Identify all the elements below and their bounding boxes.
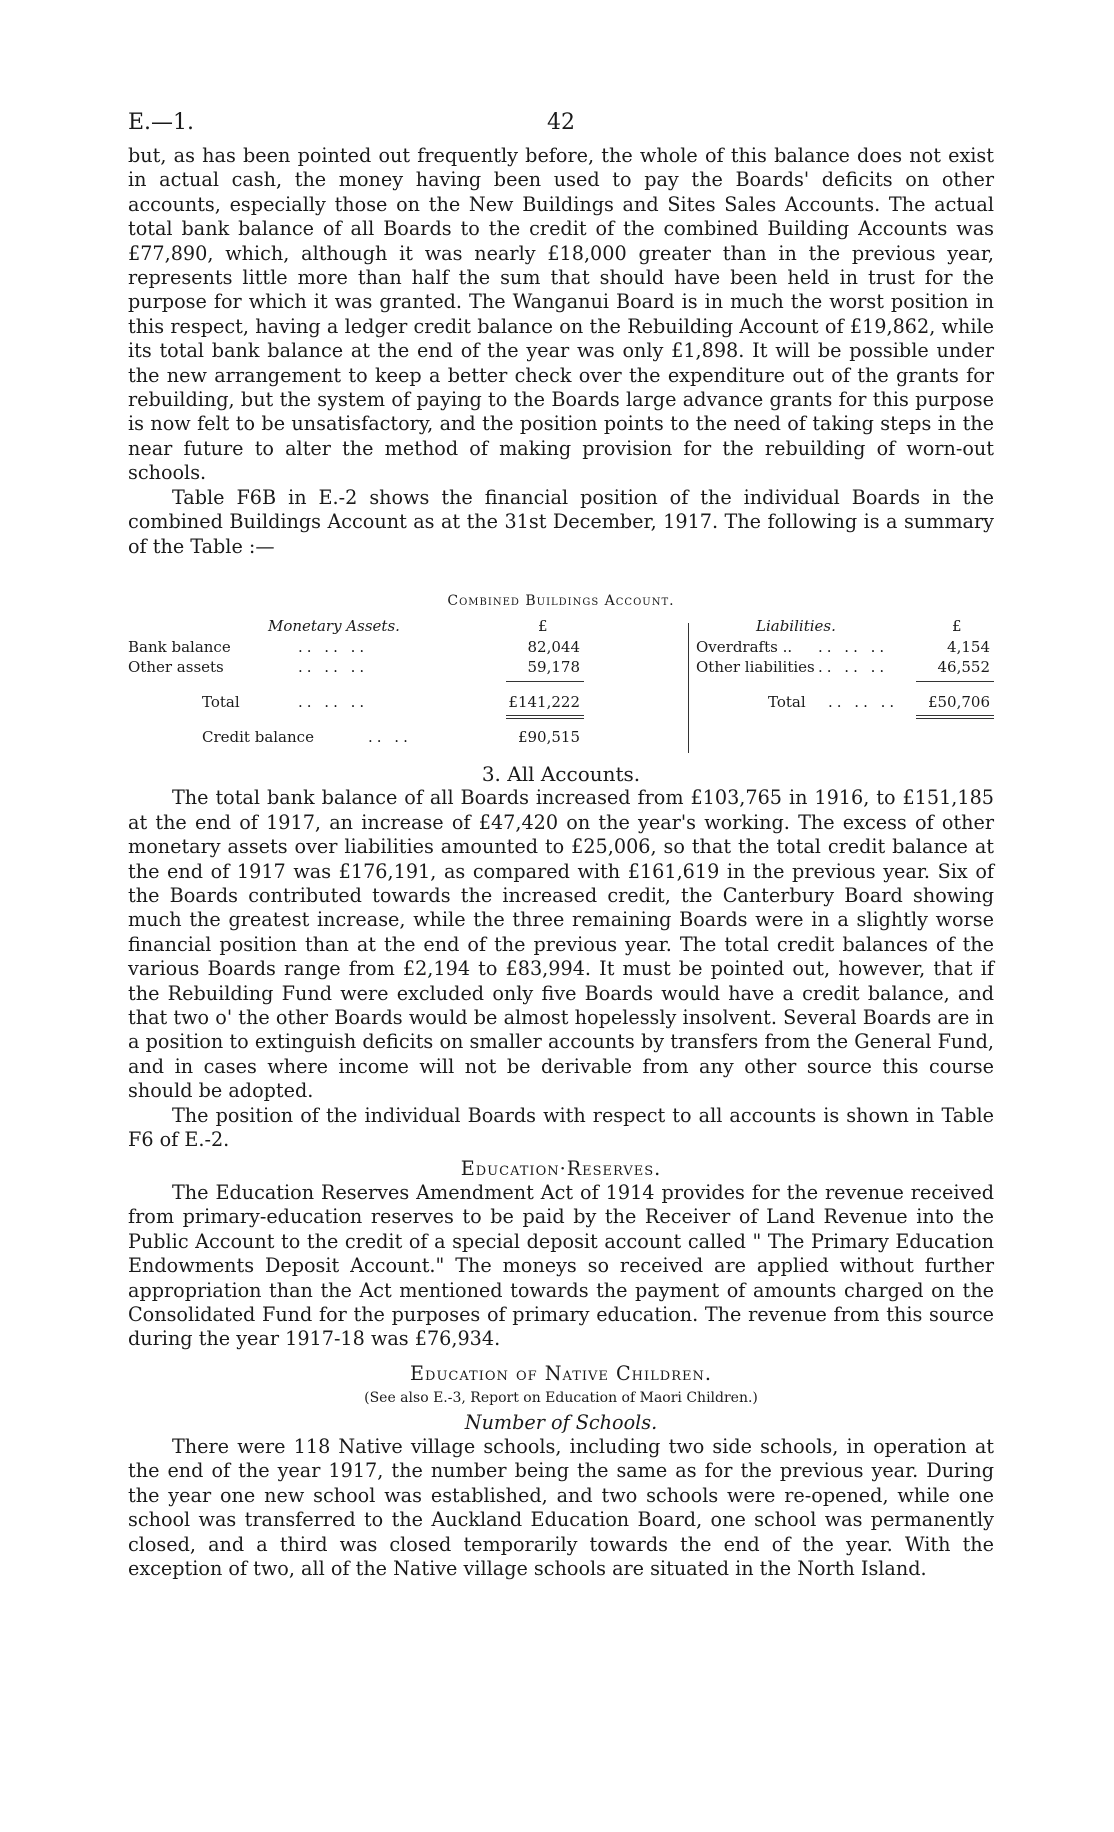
leader-dots: .. .. ..	[818, 658, 889, 676]
combined-buildings-table	[128, 593, 994, 753]
document-code: E.—1.	[128, 110, 195, 135]
left-row-value: 82,044	[527, 638, 580, 656]
all-accounts-section	[128, 762, 994, 1581]
left-sum-rule	[506, 681, 584, 682]
left-total-value: £141,222	[508, 693, 580, 711]
section-heading-native-children: Education of Native Children.	[410, 1361, 712, 1385]
paragraph-native-schools: There were 118 Native village schools, including two side schools, in operation at the end of the year 1917, the number being the same as for the previous year. During the year one new school was established, and two schools were re-opened, while one school was transferred to the Auckland Education Board, one school was permanently closed, and a third was closed temporarily towards the end of the year. With the exception of two, all of the Native village schools are situated in the North Island.	[128, 1434, 994, 1580]
right-heading: Liabilities.	[756, 617, 836, 635]
left-row-label: Other assets	[128, 658, 224, 676]
credit-balance-value: £90,515	[517, 728, 580, 746]
right-row-label: Overdrafts ..	[696, 638, 793, 656]
page-number: 42	[547, 110, 575, 135]
right-total-rule	[916, 715, 994, 716]
right-row-value: 4,154	[947, 638, 990, 656]
leader-dots: .. .. ..	[298, 638, 369, 656]
right-total-rule	[916, 718, 994, 719]
intro-paragraphs	[128, 144, 994, 559]
left-total-label: Total	[202, 693, 240, 711]
section-heading-number-of-schools: Number of Schools.	[464, 1410, 658, 1434]
right-sum-rule	[916, 681, 994, 682]
credit-balance-label: Credit balance	[202, 728, 314, 746]
left-total-rule	[506, 718, 584, 719]
right-row-value: 46,552	[937, 658, 990, 676]
leader-dots: .. .. ..	[818, 638, 889, 656]
paragraph-table-f6: The position of the individual Boards with respect to all accounts is shown in Table F6 of E.-2.	[128, 1103, 994, 1152]
left-heading: Monetary Assets.	[268, 617, 400, 635]
left-total-rule	[506, 715, 584, 716]
left-currency: £	[538, 617, 548, 635]
native-subnote: (See also E.-3, Report on Education of Maori Children.)	[364, 1390, 758, 1407]
left-row-value: 59,178	[527, 658, 580, 676]
right-row-label: Other liabilities	[696, 658, 815, 676]
right-currency: £	[952, 617, 962, 635]
paragraph-reserves: The Education Reserves Amendment Act of 1914 provides for the revenue received from primary-education reserves to be paid by the Receiver of Land Revenue into the Public Account to the credit of a special deposit account called " The Primary Education Endowments Deposit Account." The moneys so received are applied without further appropriation than the Act mentioned towards the payment of amounts charged on the Consolidated Fund for the purposes of primary education. The revenue from this source during the year 1917-18 was £76,934.	[128, 1180, 994, 1351]
right-total-label: Total	[768, 693, 806, 711]
table-divider	[688, 623, 689, 753]
paragraph-table-reference: Table F6B in E.-2 shows the financial position of the individual Boards in the combined Buildings Account as at the 31st December, 1917. The following is a summary of the Table :—	[128, 485, 994, 558]
table-title: Combined Buildings Account.	[447, 593, 675, 609]
leader-dots: .. ..	[368, 728, 412, 746]
leader-dots: .. .. ..	[828, 693, 899, 711]
leader-dots: .. .. ..	[298, 658, 369, 676]
right-total-value: £50,706	[927, 693, 990, 711]
section-heading-reserves: Education·Reserves.	[460, 1156, 662, 1180]
leader-dots: .. .. ..	[298, 693, 369, 711]
left-row-label: Bank balance	[128, 638, 231, 656]
paragraph-all-accounts: The total bank balance of all Boards increased from £103,765 in 1916, to £151,185 at the end of 1917, an increase of £47,420 on the year's working. The excess of other monetary assets over liabilities amounted to £25,006, so that the total credit balance at the end of 1917 was £176,191, as compared with £161,619 in the previous year. Six of the Boards contributed towards the increased credit, the Canterbury Board showing much the greatest increase, while the three remaining Boards were in a slightly worse financial position than at the end of the previous year. The total credit balances of the various Boards range from £2,194 to £83,994. It must be pointed out, however, that if the Rebuilding Fund were excluded only five Boards would have a credit balance, and that two o' the other Boards would be almost hopelessly insolvent. Several Boards are in a position to extinguish deficits on smaller accounts by transfers from the General Fund, and in cases where income will not be derivable from any other source this course should be adopted.	[128, 786, 994, 1103]
section-heading-all-accounts: 3. All Accounts.	[481, 762, 641, 786]
paragraph-buildings-balance: but, as has been pointed out frequently before, the whole of this balance does not exist in actual cash, the money having been used to pay the Boards' deficits on other accounts, especially those on the New Buildings and Sites Sales Accounts. The actual total bank balance of all Boards to the credit of the combined Building Accounts was £77,890, which, although it was nearly £18,000 greater than in the previous year, represents little more than half the sum that should have been held in trust for the purpose for which it was granted. The Wanganui Board is in much the worst position in this respect, having a ledger credit balance on the Rebuilding Account of £19,862, while its total bank balance at the end of the year was only £1,898. It will be possible under the new arrangement to keep a better check over the expenditure out of the grants for rebuilding, but the system of paying to the Boards large advance grants for this purpose is now felt to be unsatisfactory, and the position points to the need of taking steps in the near future to alter the method of making provision for the rebuilding of worn-out schools.	[128, 144, 994, 485]
